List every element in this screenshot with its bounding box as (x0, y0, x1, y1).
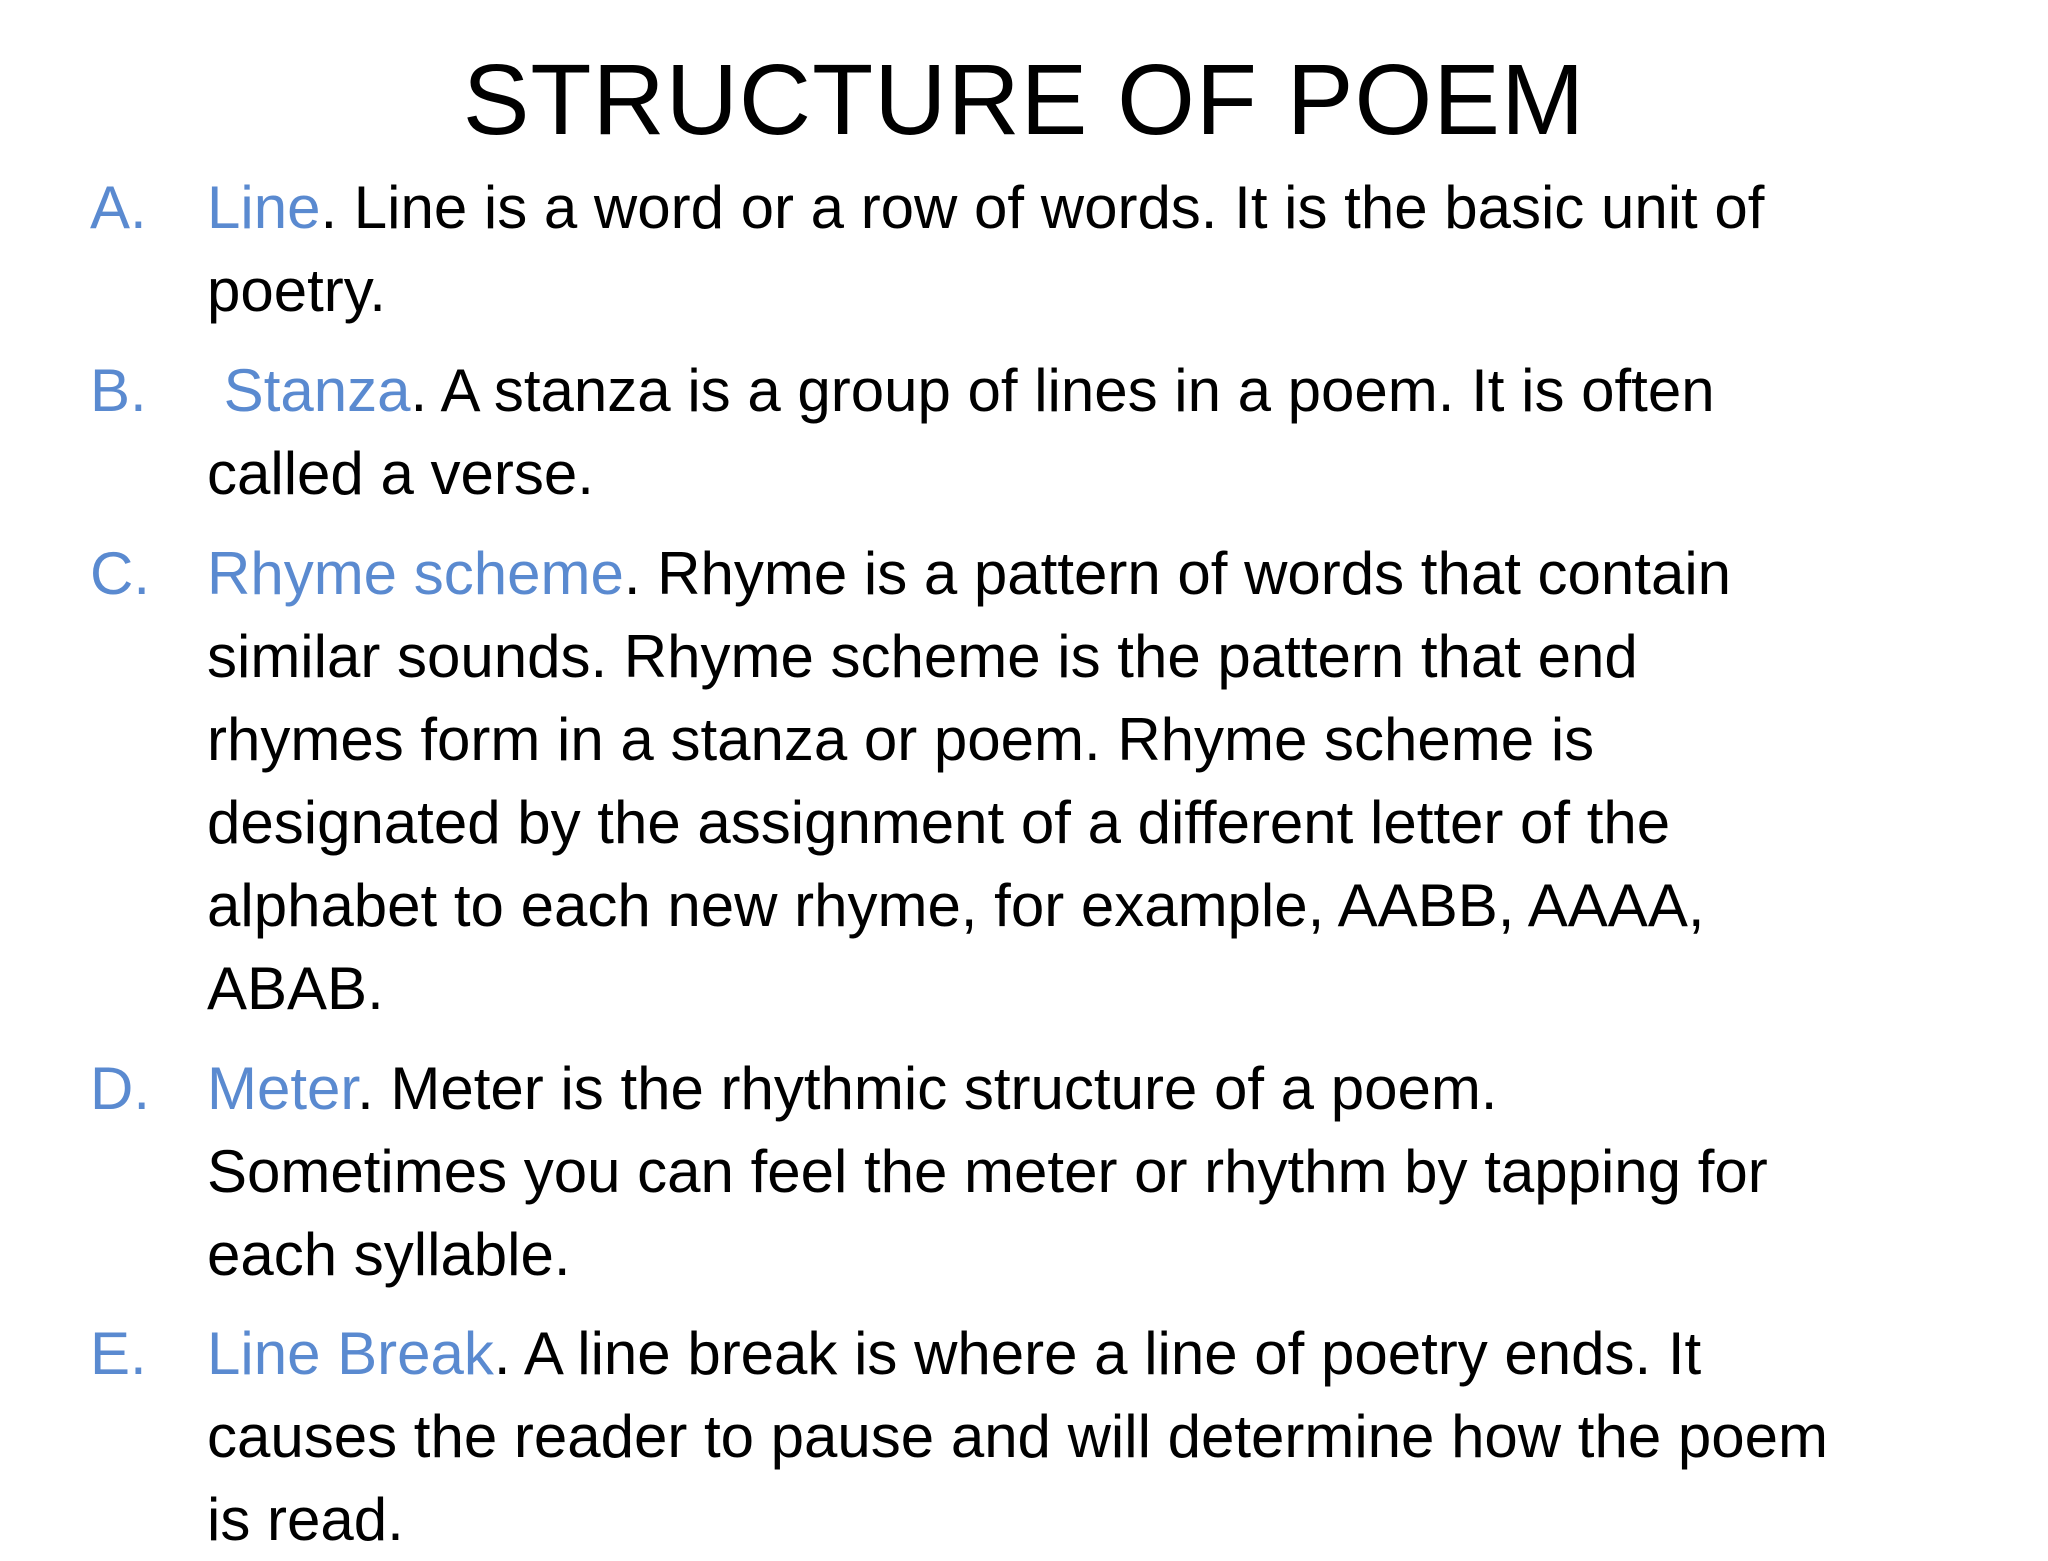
term-line-break: Line Break (207, 1320, 494, 1387)
definition-text: . A stanza is a group of lines in a poem. It is often (410, 357, 1715, 424)
list-item-body (207, 349, 2047, 515)
definition-text: . Rhyme is a pattern of words that contain (623, 540, 1732, 607)
term-rhyme-scheme: Rhyme scheme (207, 540, 624, 607)
list-item-body (207, 166, 2047, 332)
definition-text: Sometimes you can feel the meter or rhythm by tapping for (207, 1138, 1768, 1205)
definition-text: is read. (207, 1486, 404, 1553)
definition-text: . A line break is where a line of poetry ends. It (493, 1320, 1702, 1387)
term-stanza: Stanza (207, 357, 411, 424)
list-item-body (207, 532, 2047, 1030)
definition-text: similar sounds. Rhyme scheme is the pattern that end (207, 623, 1638, 690)
list-marker: D. (90, 1055, 150, 1122)
list-marker: B. (90, 357, 147, 424)
definition-text: designated by the assignment of a different letter of the (207, 789, 1671, 856)
list-marker: A. (90, 174, 147, 241)
definition-text: . Line is a word or a row of words. It is the basic unit of (320, 174, 1765, 241)
definition-text: rhymes form in a stanza or poem. Rhyme scheme is (207, 706, 1595, 773)
term-meter: Meter (207, 1055, 358, 1122)
slide-title: STRUCTURE OF POEM (462, 44, 1586, 156)
list-marker: C. (90, 540, 150, 607)
list-item-body (207, 1047, 2047, 1296)
list-item-body (207, 1312, 2047, 1561)
definition-text: causes the reader to pause and will determine how the poem (207, 1403, 1828, 1470)
definition-text: poetry. (207, 257, 386, 324)
definition-text: ABAB. (207, 955, 384, 1022)
definition-text: each syllable. (207, 1221, 571, 1288)
list-marker: E. (90, 1320, 147, 1387)
definition-text: alphabet to each new rhyme, for example, AABB, AAAA, (207, 872, 1705, 939)
definition-text: . Meter is the rhythmic structure of a poem. (357, 1055, 1498, 1122)
definition-text: called a verse. (207, 440, 594, 507)
term-line: Line (207, 174, 321, 241)
